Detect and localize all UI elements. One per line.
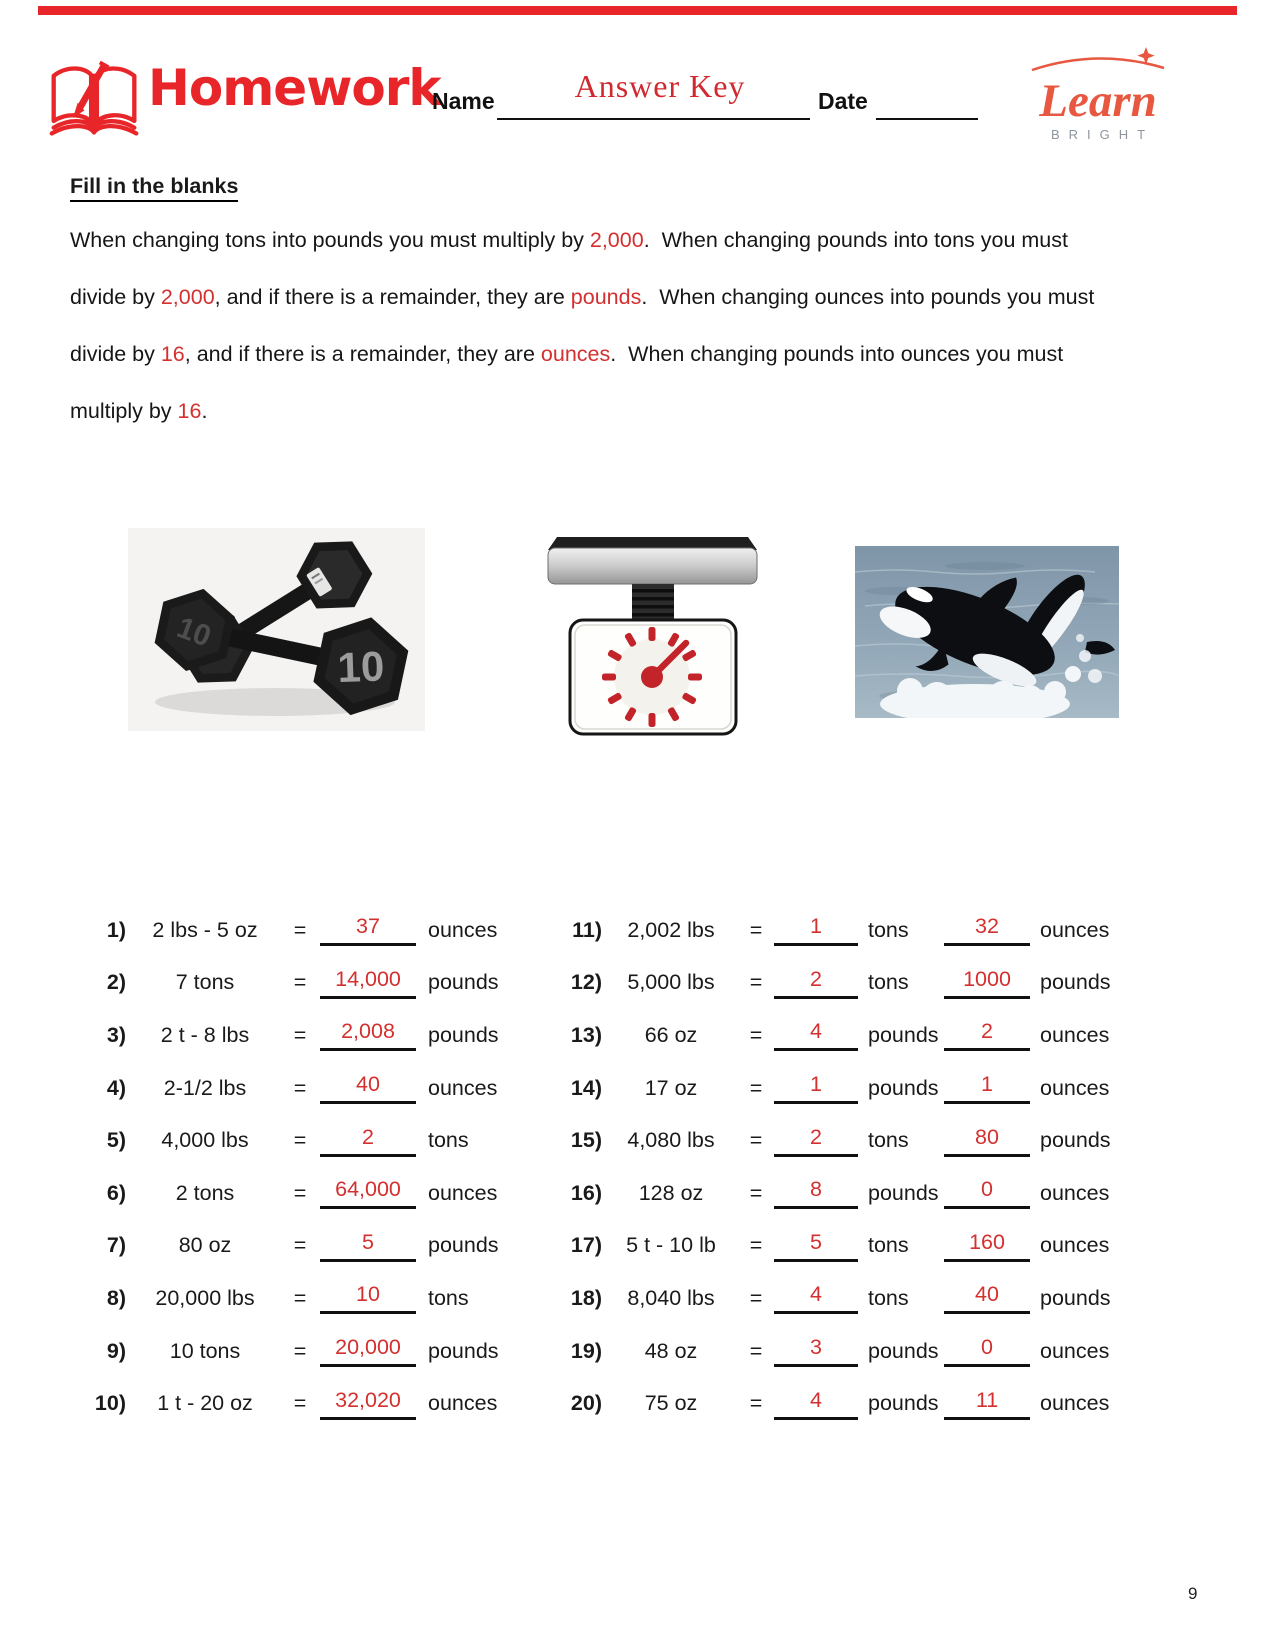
unit-label: ounces [428, 1180, 498, 1205]
answer-blank[interactable] [774, 1230, 858, 1262]
answer-value: 1 [810, 914, 822, 939]
problem-number: 13) [570, 1022, 602, 1047]
problem-number: 18) [570, 1285, 602, 1310]
unit-label: tons [868, 917, 909, 942]
paragraph-text: . When changing pounds into tons you must [643, 228, 1068, 252]
answer-value: 2 [810, 1124, 822, 1149]
problem-expression: 10 tons [169, 1338, 241, 1363]
paragraph-answer-text: 16 [160, 342, 185, 366]
worksheet-type-title: Homework [148, 59, 441, 117]
equals-sign: = [749, 970, 763, 995]
problem-expression: 2 tons [175, 1180, 235, 1205]
answer-value: 1 [981, 1072, 993, 1097]
unit-label: ounces [1040, 1338, 1110, 1363]
answer-value: 64,000 [335, 1177, 401, 1202]
problem-row [548, 1114, 1168, 1167]
unit-label: tons [868, 1233, 909, 1258]
problem-row [548, 1377, 1168, 1430]
equals-sign: = [749, 1338, 763, 1363]
answer-value: 40 [975, 1282, 999, 1307]
equals-sign: = [293, 1285, 307, 1310]
answer-value: 160 [969, 1229, 1005, 1254]
problem-expression: 2,002 lbs [627, 917, 715, 942]
problem-expression: 2-1/2 lbs [163, 1075, 247, 1100]
equals-sign: = [749, 1285, 763, 1310]
problem-row [80, 1114, 530, 1167]
problem-expression: 48 oz [644, 1338, 698, 1363]
paragraph-text: divide by [70, 285, 161, 309]
answer-blank[interactable] [774, 1335, 858, 1367]
problem-row [80, 1009, 530, 1062]
answer-value: 4 [810, 1019, 822, 1044]
problem-number: 20) [570, 1391, 602, 1416]
problem-row [548, 957, 1168, 1010]
paragraph-text: , and if there is a remainder, they are [184, 342, 541, 366]
unit-label: ounces [428, 1391, 498, 1416]
weighing-scale-image [545, 525, 760, 737]
answer-value: 0 [981, 1177, 993, 1202]
problem-number: 6) [106, 1180, 126, 1205]
problem-number: 15) [570, 1128, 602, 1153]
problem-row [548, 1325, 1168, 1378]
answer-value: 1000 [963, 966, 1011, 991]
problem-number: 2) [106, 970, 126, 995]
equals-sign: = [293, 1391, 307, 1416]
problem-row [548, 1167, 1168, 1220]
problem-number: 19) [570, 1338, 602, 1363]
problem-expression: 20,000 lbs [155, 1285, 255, 1310]
paragraph-answer-text: 2,000 [160, 285, 215, 309]
answer-value: 2 [362, 1124, 374, 1149]
answer-blank[interactable] [320, 967, 416, 999]
answer-blank[interactable] [774, 914, 858, 946]
problem-number: 4) [106, 1075, 126, 1100]
answer-blank[interactable] [320, 1388, 416, 1420]
answer-blank[interactable] [320, 1072, 416, 1104]
equals-sign: = [749, 917, 763, 942]
answer-value: 10 [356, 1282, 380, 1307]
problem-number: 11) [572, 917, 602, 942]
answer-value: 32 [975, 914, 999, 939]
unit-label: pounds [1040, 1285, 1111, 1310]
problem-expression: 4,080 lbs [627, 1128, 715, 1153]
answer-blank[interactable] [320, 1125, 416, 1157]
unit-label: tons [868, 970, 909, 995]
problem-expression: 128 oz [638, 1180, 704, 1205]
book-pencil-logo-icon [46, 52, 142, 140]
problem-expression: 5 t - 10 lb [626, 1233, 716, 1258]
equals-sign: = [293, 970, 307, 995]
equals-sign: = [293, 1233, 307, 1258]
unit-label: ounces [1040, 917, 1110, 942]
problem-number: 3) [106, 1022, 126, 1047]
problem-number: 1) [106, 917, 126, 942]
answer-value: 4 [810, 1387, 822, 1412]
intro-paragraph [70, 212, 1210, 440]
problem-row [80, 1220, 530, 1273]
top-red-bar [38, 6, 1237, 15]
problem-row [80, 957, 530, 1010]
unit-label: ounces [428, 917, 498, 942]
answer-blank[interactable] [320, 1335, 416, 1367]
answer-value: 40 [356, 1072, 380, 1097]
problem-expression: 7 tons [175, 970, 235, 995]
svg-text:10: 10 [172, 611, 216, 654]
problem-row [80, 1325, 530, 1378]
answer-value: 32,020 [335, 1387, 401, 1412]
paragraph-text: . When changing ounces into pounds you must [641, 285, 1095, 309]
answer-blank[interactable] [774, 1282, 858, 1314]
problem-expression: 4,000 lbs [161, 1128, 249, 1153]
unit-label: ounces [1040, 1233, 1110, 1258]
problem-expression: 75 oz [644, 1391, 698, 1416]
answer-blank[interactable] [774, 1177, 858, 1209]
answer-blank[interactable] [774, 1125, 858, 1157]
answer-blank[interactable] [774, 967, 858, 999]
answer-value: 8 [810, 1177, 822, 1202]
answer-blank[interactable] [320, 1019, 416, 1051]
equals-sign: = [749, 1180, 763, 1205]
answer-value: 11 [975, 1387, 999, 1412]
equals-sign: = [749, 1233, 763, 1258]
equals-sign: = [293, 1180, 307, 1205]
problem-row [548, 1220, 1168, 1273]
answer-value: 4 [810, 1282, 822, 1307]
problems-right-column [548, 904, 1168, 1430]
unit-label: pounds [868, 1391, 939, 1416]
problems-left-column [80, 904, 530, 1430]
paragraph-answer-text: ounces [540, 342, 611, 366]
answer-value: 2,008 [341, 1019, 395, 1044]
answer-value: 20,000 [335, 1335, 401, 1360]
unit-label: pounds [428, 970, 499, 995]
equals-sign: = [293, 1338, 307, 1363]
problem-number: 14) [570, 1075, 602, 1100]
unit-label: pounds [428, 1338, 499, 1363]
problem-row [80, 1377, 530, 1430]
unit-label: tons [868, 1128, 909, 1153]
problem-number: 16) [570, 1180, 602, 1205]
equals-sign: = [293, 917, 307, 942]
paragraph-text: multiply by [70, 399, 178, 423]
answer-blank[interactable] [320, 914, 416, 946]
equals-sign: = [749, 1128, 763, 1153]
name-label: Name [432, 88, 495, 114]
paragraph-answer-text: 16 [177, 399, 202, 423]
paragraph-answer-text: 2,000 [589, 228, 644, 252]
problem-number: 5) [106, 1128, 126, 1153]
unit-label: tons [868, 1285, 909, 1310]
problem-row [548, 1009, 1168, 1062]
problem-row [548, 1272, 1168, 1325]
answer-value: 5 [362, 1229, 374, 1254]
dumbbells-image [125, 497, 428, 732]
paragraph-text: divide by [70, 342, 161, 366]
answer-value: 37 [356, 914, 380, 939]
problem-row [548, 904, 1168, 957]
problem-expression: 2 lbs - 5 oz [152, 917, 258, 942]
problem-number: 17) [570, 1233, 602, 1258]
paragraph-text: When changing tons into pounds you must multiply by [70, 228, 590, 252]
paragraph-text: . When changing pounds into ounces you must [610, 342, 1064, 366]
unit-label: ounces [1040, 1391, 1110, 1416]
answer-value: 1 [810, 1072, 822, 1097]
page-number: 9 [1188, 1584, 1198, 1603]
equals-sign: = [293, 1128, 307, 1153]
answer-blank[interactable] [944, 1072, 1030, 1104]
unit-label: tons [428, 1128, 469, 1153]
paragraph-answer-text: pounds [570, 285, 642, 309]
unit-label: ounces [1040, 1180, 1110, 1205]
unit-label: pounds [428, 1022, 499, 1047]
unit-label: pounds [1040, 970, 1111, 995]
name-answer-key-text: Answer Key [574, 68, 746, 104]
answer-value: 2 [810, 966, 822, 991]
answer-blank[interactable] [944, 1335, 1030, 1367]
equals-sign: = [749, 1391, 763, 1416]
problem-number: 10) [94, 1391, 126, 1416]
problem-number: 7) [106, 1233, 126, 1258]
answer-blank[interactable] [944, 914, 1030, 946]
problem-expression: 17 oz [644, 1075, 698, 1100]
date-label: Date [818, 88, 868, 114]
answer-blank[interactable] [944, 1177, 1030, 1209]
unit-label: pounds [868, 1180, 939, 1205]
problem-expression: 5,000 lbs [627, 970, 715, 995]
answer-blank[interactable] [944, 1230, 1030, 1262]
learn-bright-logo [1018, 46, 1178, 142]
problem-row [80, 1167, 530, 1220]
equals-sign: = [749, 1075, 763, 1100]
problem-expression: 80 oz [178, 1233, 232, 1258]
equals-sign: = [293, 1075, 307, 1100]
unit-label: ounces [1040, 1075, 1110, 1100]
answer-value: 2 [981, 1019, 993, 1044]
answer-blank[interactable] [944, 1019, 1030, 1051]
unit-label: pounds [868, 1338, 939, 1363]
answer-value: 5 [810, 1229, 822, 1254]
section-heading: Fill in the blanks [70, 174, 238, 202]
answer-blank[interactable] [944, 1282, 1030, 1314]
answer-blank[interactable] [320, 1282, 416, 1314]
problem-number: 12) [570, 970, 602, 995]
unit-label: ounces [1040, 1022, 1110, 1047]
brand-arc-sparkle-icon [1018, 46, 1178, 72]
answer-blank[interactable] [320, 1230, 416, 1262]
problem-row [80, 904, 530, 957]
answer-blank[interactable] [944, 1388, 1030, 1420]
problem-expression: 1 t - 20 oz [157, 1391, 253, 1416]
answer-value: 0 [981, 1335, 993, 1360]
brand-subtitle: BRIGHT [1050, 127, 1155, 142]
paragraph-text: . [201, 399, 208, 423]
equals-sign: = [293, 1022, 307, 1047]
answer-blank[interactable] [774, 1072, 858, 1104]
problem-row [80, 1272, 530, 1325]
unit-label: pounds [428, 1233, 499, 1258]
unit-label: tons [428, 1285, 469, 1310]
problem-expression: 8,040 lbs [627, 1285, 715, 1310]
paragraph-text: , and if there is a remainder, they are [214, 285, 571, 309]
answer-blank[interactable] [774, 1019, 858, 1051]
unit-label: pounds [868, 1075, 939, 1100]
answer-blank[interactable] [320, 1177, 416, 1209]
problem-expression: 2 t - 8 lbs [160, 1022, 250, 1047]
problem-row [548, 1062, 1168, 1115]
orca-whales-image [855, 546, 1119, 718]
brand-name: Learn [1039, 75, 1157, 127]
answer-value: 14,000 [335, 966, 401, 991]
answer-blank[interactable] [944, 967, 1030, 999]
equals-sign: = [749, 1022, 763, 1047]
problem-row [80, 1062, 530, 1115]
name-blank-line[interactable] [497, 118, 810, 120]
problem-expression: 66 oz [644, 1022, 698, 1047]
unit-label: pounds [1040, 1128, 1111, 1153]
answer-value: 80 [975, 1124, 999, 1149]
date-blank-line[interactable] [876, 118, 978, 120]
svg-text:10: 10 [336, 642, 386, 692]
problem-number: 8) [106, 1285, 126, 1310]
problem-number: 9) [106, 1338, 126, 1363]
unit-label: pounds [868, 1022, 939, 1047]
unit-label: ounces [428, 1075, 498, 1100]
answer-blank[interactable] [944, 1125, 1030, 1157]
answer-blank[interactable] [774, 1388, 858, 1420]
answer-value: 3 [810, 1335, 822, 1360]
